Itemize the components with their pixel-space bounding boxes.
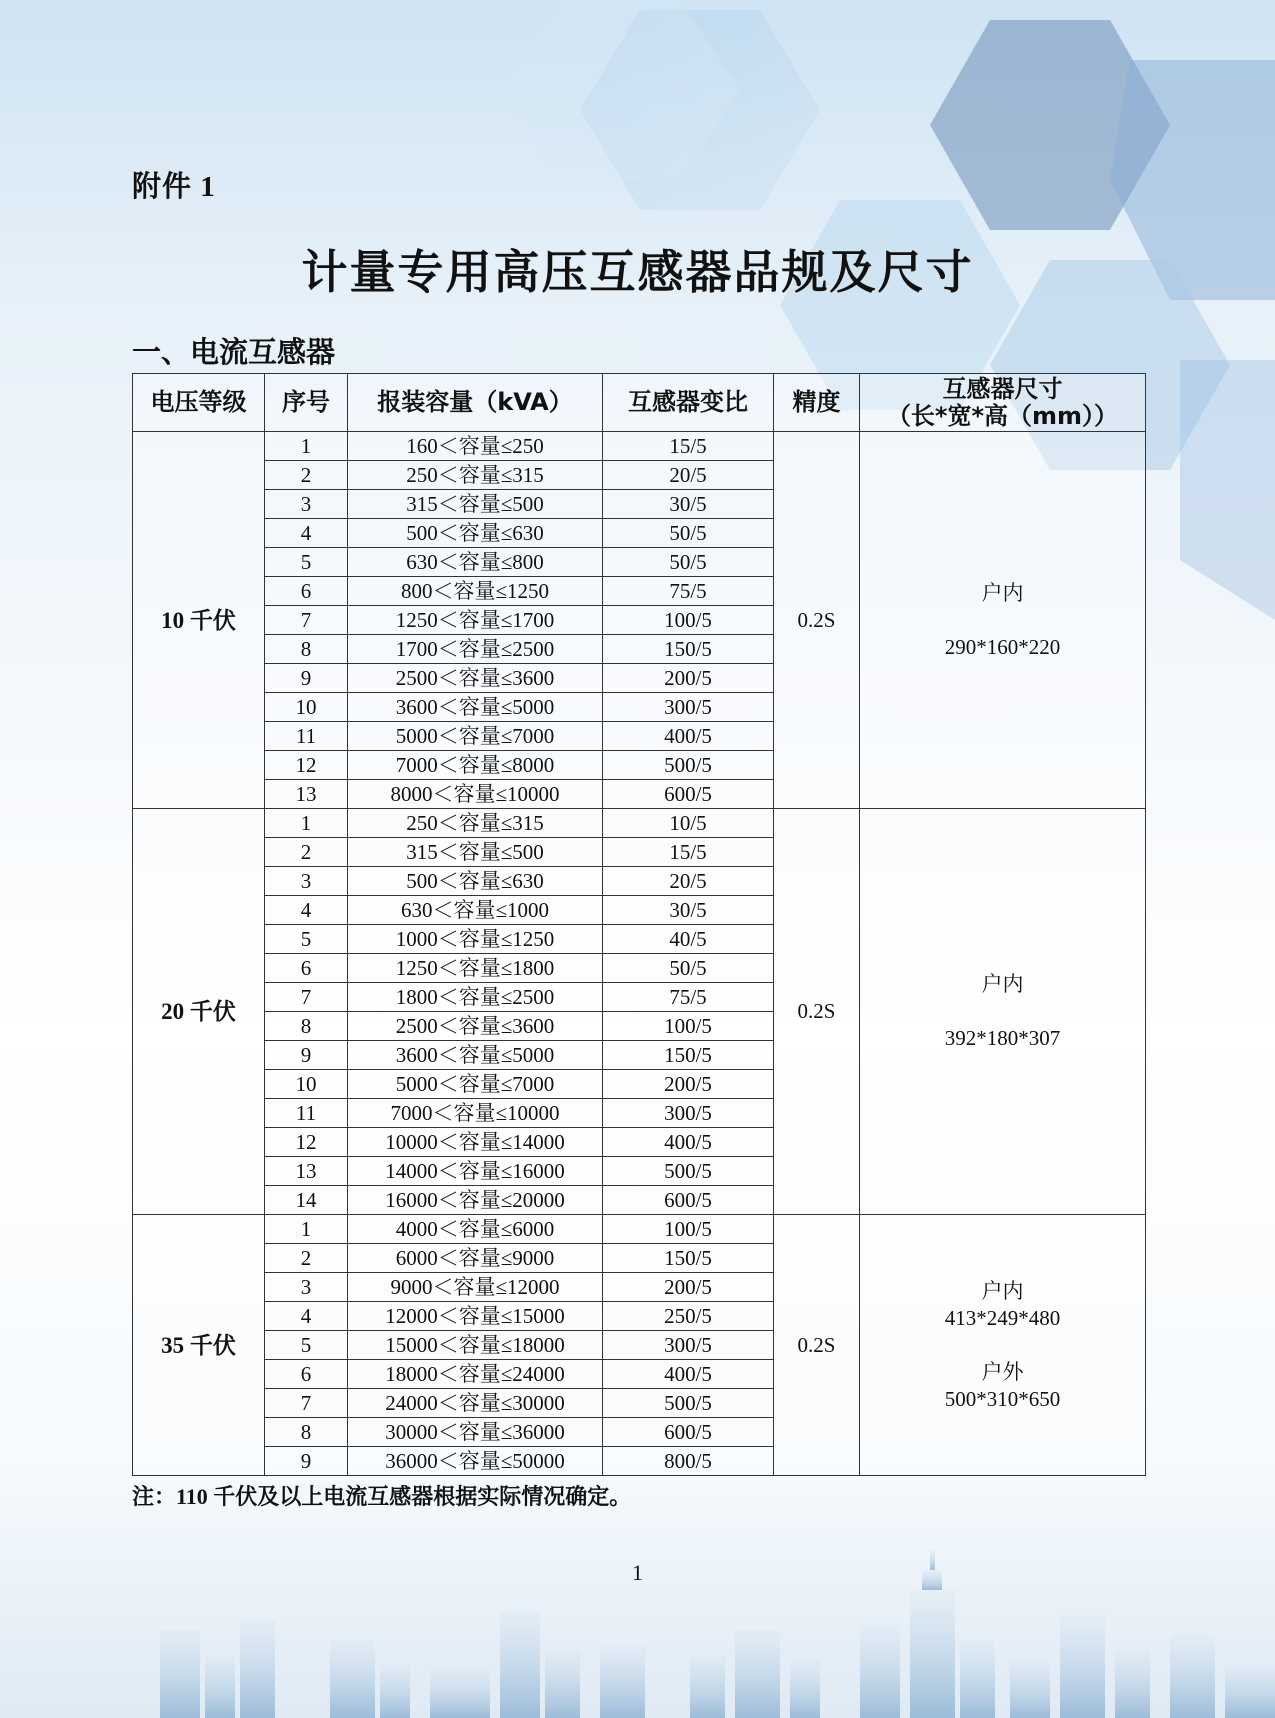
capacity-cell: 6000＜容量≤9000 — [348, 1244, 603, 1273]
ratio-cell: 300/5 — [603, 1331, 774, 1360]
ratio-cell: 400/5 — [603, 1360, 774, 1389]
current-transformer-table — [132, 373, 1146, 1476]
seq-cell: 5 — [265, 548, 348, 577]
seq-cell: 13 — [265, 1157, 348, 1186]
capacity-cell: 1800＜容量≤2500 — [348, 983, 603, 1012]
ratio-cell: 800/5 — [603, 1447, 774, 1476]
size-dimensions: 413*249*480 — [944, 1305, 1061, 1330]
capacity-cell: 15000＜容量≤18000 — [348, 1331, 603, 1360]
header-size-line1: 互感器尺寸 — [942, 374, 1063, 403]
seq-cell: 9 — [265, 1041, 348, 1070]
voltage-level-cell: 20 千伏 — [133, 809, 265, 1215]
header-voltage-level: 电压等级 — [133, 374, 265, 432]
capacity-cell: 250＜容量≤315 — [348, 461, 603, 490]
seq-cell: 13 — [265, 780, 348, 809]
ratio-cell: 200/5 — [603, 1273, 774, 1302]
seq-cell: 2 — [265, 461, 348, 490]
size-location: 户内 — [981, 972, 1024, 996]
capacity-cell: 1250＜容量≤1800 — [348, 954, 603, 983]
ratio-cell: 300/5 — [603, 1099, 774, 1128]
capacity-cell: 14000＜容量≤16000 — [348, 1157, 603, 1186]
ratio-cell: 100/5 — [603, 606, 774, 635]
header-size — [860, 374, 1146, 432]
size-location: 户内 — [981, 1278, 1024, 1303]
accuracy-cell: 0.2S — [774, 1215, 860, 1476]
size-cell — [860, 1215, 1146, 1476]
size-dimensions: 392*180*307 — [944, 1026, 1061, 1050]
seq-cell: 12 — [265, 751, 348, 780]
capacity-cell: 10000＜容量≤14000 — [348, 1128, 603, 1157]
size-dimensions: 500*310*650 — [944, 1386, 1061, 1411]
capacity-cell: 2500＜容量≤3600 — [348, 664, 603, 693]
seq-cell: 5 — [265, 1331, 348, 1360]
capacity-cell: 18000＜容量≤24000 — [348, 1360, 603, 1389]
ratio-cell: 50/5 — [603, 519, 774, 548]
ratio-cell: 600/5 — [603, 780, 774, 809]
seq-cell: 7 — [265, 1389, 348, 1418]
capacity-cell: 3600＜容量≤5000 — [348, 1041, 603, 1070]
seq-cell: 11 — [265, 722, 348, 751]
seq-cell: 3 — [265, 867, 348, 896]
capacity-cell: 5000＜容量≤7000 — [348, 1070, 603, 1099]
ratio-cell: 500/5 — [603, 751, 774, 780]
capacity-cell: 315＜容量≤500 — [348, 490, 603, 519]
ratio-cell: 600/5 — [603, 1418, 774, 1447]
header-ratio: 互感器变比 — [603, 374, 774, 432]
table-body — [133, 432, 1146, 1476]
accuracy-cell: 0.2S — [774, 432, 860, 809]
capacity-cell: 630＜容量≤800 — [348, 548, 603, 577]
ratio-cell: 100/5 — [603, 1215, 774, 1244]
capacity-cell: 500＜容量≤630 — [348, 519, 603, 548]
ratio-cell: 150/5 — [603, 1041, 774, 1070]
capacity-cell: 7000＜容量≤8000 — [348, 751, 603, 780]
ratio-cell: 150/5 — [603, 635, 774, 664]
ratio-cell: 30/5 — [603, 490, 774, 519]
capacity-cell: 250＜容量≤315 — [348, 809, 603, 838]
capacity-cell: 30000＜容量≤36000 — [348, 1418, 603, 1447]
capacity-cell: 160＜容量≤250 — [348, 432, 603, 461]
seq-cell: 1 — [265, 809, 348, 838]
capacity-cell: 8000＜容量≤10000 — [348, 780, 603, 809]
ratio-cell: 300/5 — [603, 693, 774, 722]
capacity-cell: 36000＜容量≤50000 — [348, 1447, 603, 1476]
capacity-cell: 500＜容量≤630 — [348, 867, 603, 896]
seq-cell: 1 — [265, 432, 348, 461]
capacity-cell: 4000＜容量≤6000 — [348, 1215, 603, 1244]
table-row — [133, 809, 1146, 838]
table-header-row — [133, 374, 1146, 432]
ratio-cell: 100/5 — [603, 1012, 774, 1041]
accuracy-cell: 0.2S — [774, 809, 860, 1215]
ratio-cell: 250/5 — [603, 1302, 774, 1331]
seq-cell: 7 — [265, 983, 348, 1012]
seq-cell: 12 — [265, 1128, 348, 1157]
header-accuracy: 精度 — [774, 374, 860, 432]
capacity-cell: 3600＜容量≤5000 — [348, 693, 603, 722]
seq-cell: 9 — [265, 664, 348, 693]
table-row — [133, 1215, 1146, 1244]
section-heading: 一、电流互感器 — [132, 335, 336, 369]
size-spacer — [860, 607, 1145, 634]
capacity-cell: 9000＜容量≤12000 — [348, 1273, 603, 1302]
page-title: 计量专用高压互感器品规及尺寸 — [301, 247, 974, 298]
capacity-cell: 16000＜容量≤20000 — [348, 1186, 603, 1215]
ratio-cell: 10/5 — [603, 809, 774, 838]
seq-cell: 8 — [265, 635, 348, 664]
capacity-cell: 630＜容量≤1000 — [348, 896, 603, 925]
ratio-cell: 600/5 — [603, 1186, 774, 1215]
capacity-cell: 315＜容量≤500 — [348, 838, 603, 867]
size-cell — [860, 809, 1146, 1215]
ratio-cell: 500/5 — [603, 1157, 774, 1186]
ratio-cell: 20/5 — [603, 867, 774, 896]
seq-cell: 3 — [265, 490, 348, 519]
ratio-cell: 500/5 — [603, 1389, 774, 1418]
size-location: 户外 — [981, 1359, 1024, 1384]
seq-cell: 2 — [265, 1244, 348, 1273]
ratio-cell: 150/5 — [603, 1244, 774, 1273]
voltage-level-cell: 35 千伏 — [133, 1215, 265, 1476]
seq-cell: 6 — [265, 577, 348, 606]
size-cell — [860, 432, 1146, 809]
capacity-cell: 24000＜容量≤30000 — [348, 1389, 603, 1418]
seq-cell: 10 — [265, 693, 348, 722]
capacity-cell: 1700＜容量≤2500 — [348, 635, 603, 664]
seq-cell: 6 — [265, 1360, 348, 1389]
seq-cell: 4 — [265, 1302, 348, 1331]
ratio-cell: 75/5 — [603, 983, 774, 1012]
ratio-cell: 400/5 — [603, 722, 774, 751]
size-spacer — [860, 998, 1145, 1025]
seq-cell: 6 — [265, 954, 348, 983]
size-location: 户内 — [981, 580, 1024, 605]
ratio-cell: 15/5 — [603, 838, 774, 867]
seq-cell: 10 — [265, 1070, 348, 1099]
page-number: 1 — [632, 1560, 643, 1585]
ratio-cell: 400/5 — [603, 1128, 774, 1157]
ratio-cell: 20/5 — [603, 461, 774, 490]
capacity-cell: 2500＜容量≤3600 — [348, 1012, 603, 1041]
size-spacer — [860, 1332, 1145, 1359]
size-dimensions: 290*160*220 — [944, 634, 1061, 659]
seq-cell: 4 — [265, 896, 348, 925]
annex-label: 附件 1 — [132, 171, 216, 203]
seq-cell: 2 — [265, 838, 348, 867]
ratio-cell: 30/5 — [603, 896, 774, 925]
voltage-level-cell: 10 千伏 — [133, 432, 265, 809]
seq-cell: 7 — [265, 606, 348, 635]
seq-cell: 9 — [265, 1447, 348, 1476]
ratio-cell: 15/5 — [603, 432, 774, 461]
seq-cell: 8 — [265, 1012, 348, 1041]
table-row — [133, 432, 1146, 461]
seq-cell: 1 — [265, 1215, 348, 1244]
header-size-line2: （长*宽*高（mm）） — [886, 401, 1119, 430]
header-capacity: 报装容量（kVA） — [348, 374, 603, 432]
ratio-cell: 200/5 — [603, 664, 774, 693]
table-note: 注：110 千伏及以上电流互感器根据实际情况确定。 — [132, 1484, 632, 1509]
ratio-cell: 75/5 — [603, 577, 774, 606]
ratio-cell: 200/5 — [603, 1070, 774, 1099]
capacity-cell: 1000＜容量≤1250 — [348, 925, 603, 954]
seq-cell: 3 — [265, 1273, 348, 1302]
capacity-cell: 1250＜容量≤1700 — [348, 606, 603, 635]
ratio-cell: 50/5 — [603, 954, 774, 983]
capacity-cell: 800＜容量≤1250 — [348, 577, 603, 606]
ratio-cell: 40/5 — [603, 925, 774, 954]
seq-cell: 14 — [265, 1186, 348, 1215]
capacity-cell: 12000＜容量≤15000 — [348, 1302, 603, 1331]
header-seq: 序号 — [265, 374, 348, 432]
capacity-cell: 7000＜容量≤10000 — [348, 1099, 603, 1128]
capacity-cell: 5000＜容量≤7000 — [348, 722, 603, 751]
seq-cell: 8 — [265, 1418, 348, 1447]
seq-cell: 11 — [265, 1099, 348, 1128]
seq-cell: 4 — [265, 519, 348, 548]
seq-cell: 5 — [265, 925, 348, 954]
ratio-cell: 50/5 — [603, 548, 774, 577]
